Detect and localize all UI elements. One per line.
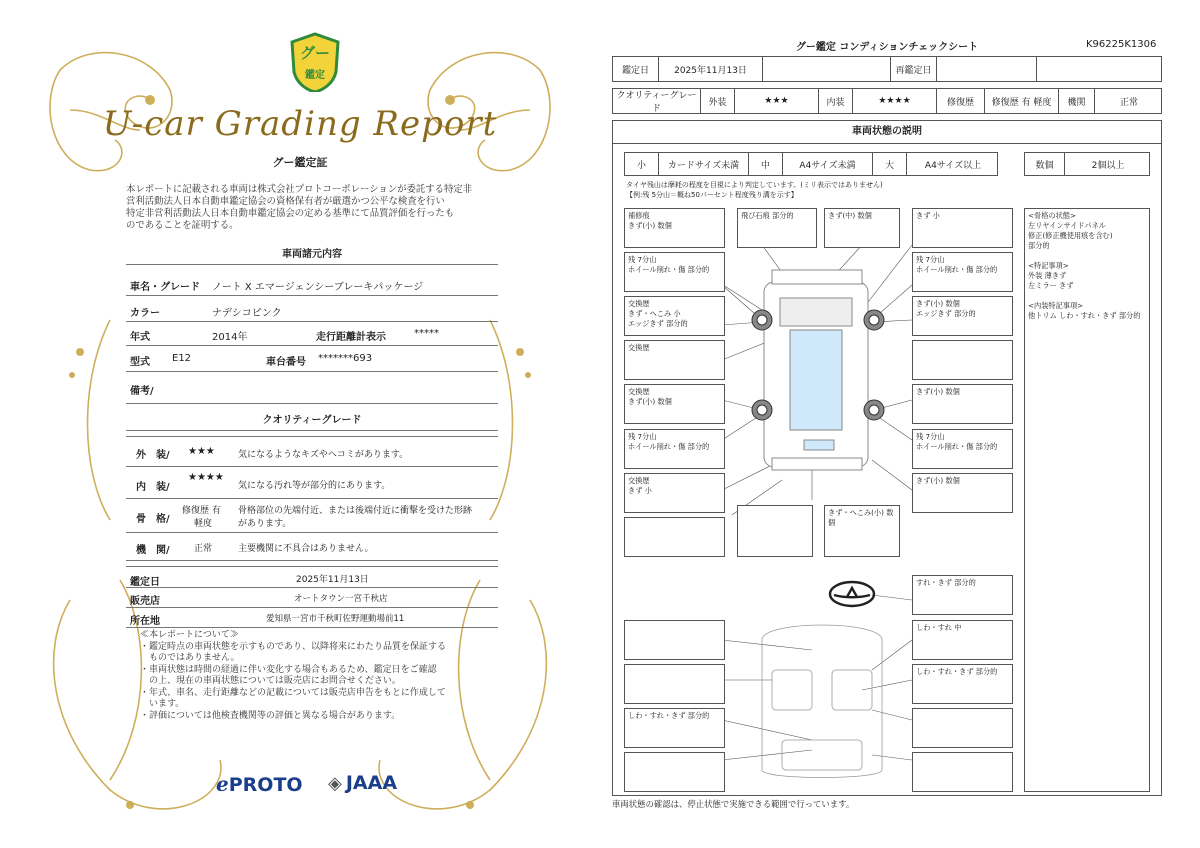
condition-note: 残 7分山 ホイール削れ・傷 部分的	[624, 252, 725, 292]
jaaa-icon: ◈	[328, 773, 342, 794]
condition-note: きず(中) 数個	[824, 208, 900, 248]
condition-note: すれ・きず 部分的	[912, 575, 1013, 615]
redate-label: 再鑑定日	[891, 57, 937, 81]
spec-section-title: 車両諸元内容	[126, 244, 498, 265]
type-row	[126, 346, 498, 372]
proto-icon: ℯ	[216, 772, 229, 796]
note-line: ・鑑定時点の車両状態を示すものであり、以降将来にわたり品質を保証する	[140, 641, 447, 652]
redate-value	[937, 57, 1037, 81]
sheet-code: K96225K1306	[1086, 39, 1157, 50]
condition-note: しわ・すれ・きず 部分的	[624, 708, 725, 748]
ext-value: ★★★	[735, 89, 819, 113]
grade-desc: 気になるようなキズやヘコミがあります。	[238, 450, 409, 460]
engine-value: 正常	[1119, 97, 1138, 108]
condition-note: 交換歴 きず 小	[624, 473, 725, 513]
condition-note: 補修痕 きず(小) 数個	[624, 208, 725, 248]
tire-note-1: タイヤ残山は摩耗の程度を目視により判定しています。(ミリ表示ではありません)	[626, 181, 883, 189]
sheet-title: グー鑑定 コンディションチェックシート	[795, 42, 979, 53]
note-line: ・評価については他検査機関等の評価と異なる場合があります。	[140, 710, 401, 721]
date-label: 鑑定日	[130, 577, 160, 588]
color-value: ナデシコピンク	[212, 308, 282, 319]
grade-label: 骨 格/	[136, 514, 170, 525]
size-small: 小	[625, 153, 659, 175]
script-title: U-car Grading Report	[102, 104, 498, 144]
grade-row-exterior	[126, 437, 498, 467]
condition-note: きず(小) 数個	[912, 473, 1013, 513]
intro-line: 営利活動法人日本自動車鑑定協会の資格保有者が厳選かつ公平な検査を行い	[126, 196, 445, 207]
condition-note-empty	[624, 517, 725, 557]
date-blank	[763, 57, 891, 81]
grade-row-interior	[126, 467, 498, 499]
date-row	[126, 566, 498, 588]
int-label: 内装	[819, 89, 853, 113]
quality-header-row	[612, 88, 1162, 114]
grade-label: 機 関/	[136, 545, 170, 556]
intro-line: 本レポートに記載される車両は株式会社プロトコーポレーションが委託する特定非	[126, 184, 473, 195]
condition-note: 残 7分山 ホイール削れ・傷 部分的	[912, 252, 1013, 292]
grade-desc-2: があります。	[238, 519, 292, 529]
type-label: 型式	[130, 357, 150, 368]
address-row	[126, 608, 498, 628]
proto-logo	[216, 772, 303, 796]
certificate-title: グー鑑定証	[272, 156, 328, 169]
condition-note: 飛び石痕 部分的	[737, 208, 817, 248]
date-value: 2025年11月13日	[659, 57, 763, 81]
condition-note: 交換歴 きず・へこみ 小 エッジきず 部分的	[624, 296, 725, 336]
mileage-value: *****	[414, 328, 439, 339]
condition-note: 残 7分山 ホイール削れ・傷 部分的	[624, 429, 725, 469]
logo-text: グー	[299, 44, 330, 62]
chassis-label: 車台番号	[266, 357, 306, 368]
section-title: 車両状態の説明	[612, 120, 1162, 144]
size-large: 大	[873, 153, 907, 175]
condition-note-empty	[737, 505, 813, 557]
size-small-desc: カードサイズ未満	[659, 153, 749, 175]
steering-wheel-icon	[830, 582, 874, 606]
model-label: 車名・グレード	[130, 282, 200, 293]
grade-value: 修復歴 有	[182, 506, 221, 516]
condition-note: 交換歴 きず(小) 数個	[624, 384, 725, 424]
shop-row	[126, 588, 498, 608]
note-line: ・車両状態は時間の経過に伴い変化する場合もあるため、鑑定日をご確認	[140, 664, 437, 675]
date-header-row	[612, 56, 1162, 82]
note-line: います。	[140, 699, 185, 709]
mileage-label: 走行距離計表示	[316, 332, 386, 343]
condition-note: きず・へこみ(小) 数個	[824, 505, 900, 557]
type-value: E12	[172, 353, 192, 364]
note-line: ものではありません。	[140, 653, 240, 663]
goo-logo	[288, 32, 342, 92]
jaaa-logo	[328, 772, 397, 794]
condition-note: きず 小	[912, 208, 1013, 248]
condition-note: きず(小) 数個	[912, 384, 1013, 424]
remarks-row	[126, 372, 498, 404]
condition-note: しわ・すれ・きず 部分的	[912, 664, 1013, 704]
condition-note-empty	[624, 664, 725, 704]
qg-label: クオリティーグレード	[613, 89, 701, 113]
color-label: カラー	[130, 308, 160, 319]
year-row	[126, 322, 498, 346]
size-large-desc: A4サイズ以上	[924, 160, 982, 171]
ext-label: 外装	[701, 89, 735, 113]
model-value: ノート X エマージェンシーブレーキパッケージ	[212, 282, 424, 293]
grade-desc: 主要機関に不具合はありません。	[238, 544, 374, 554]
date-value: 2025年11月13日	[296, 575, 369, 585]
note-line: ・年式、車名、走行距離などの記載については販売店申告をもとに作成して	[140, 687, 446, 698]
condition-note-empty	[624, 752, 725, 792]
model-row	[126, 270, 498, 296]
address-value: 愛知県一宮市千秋町佐野運動場前11	[266, 614, 405, 624]
grade-desc: 骨格部位の先端付近、または後端付近に衝撃を受けた形跡	[238, 506, 473, 516]
proto-text: PROTO	[228, 774, 303, 796]
intro-line: のであることを証明する。	[126, 220, 239, 231]
year-label: 年式	[130, 332, 150, 343]
condition-note-empty	[912, 340, 1013, 380]
grade-value-2: 軽度	[194, 519, 213, 529]
year-value: 2014年	[212, 332, 248, 343]
sheet-footer: 車両状態の確認は、停止状態で実施できる範囲で行っています。	[612, 799, 855, 809]
jaaa-text: JAAA	[345, 772, 398, 794]
grade-row-frame	[126, 499, 498, 533]
grade-label: 内 装/	[136, 482, 170, 493]
report-notes	[140, 630, 500, 722]
condition-note: きず(小) 数個 エッジきず 部分的	[912, 296, 1013, 336]
date-label: 鑑定日	[613, 57, 659, 81]
note-line: の上、現在の車両状態については販売店にお問合せください。	[140, 676, 401, 686]
size-mid: 中	[749, 153, 783, 175]
repair-label: 修復歴	[937, 89, 985, 113]
size-mid-desc: A4サイズ未満	[783, 153, 873, 175]
grade-label: 外 装/	[136, 450, 170, 461]
condition-note: しわ・すれ 中	[912, 620, 1013, 660]
logo-sub: 鑑定	[305, 70, 325, 81]
notes-title: ≪本レポートについて≫	[140, 630, 239, 640]
color-row	[126, 296, 498, 322]
grade-row-engine	[126, 533, 498, 561]
chassis-value: *******693	[318, 353, 373, 364]
condition-note-empty	[624, 620, 725, 660]
engine-label: 機関	[1059, 89, 1095, 113]
grade-value: 正常	[194, 544, 213, 554]
grade-value: ★★★	[188, 446, 215, 457]
tire-note-2: 【例:残 5分山＝概ね50パーセント程度残り溝を示す】	[626, 191, 798, 199]
intro-line: 特定非営利活動法人日本自動車鑑定協会の定める基準にて品質評価を行ったも	[126, 208, 455, 219]
shop-value: オートタウン一宮千秋店	[294, 594, 388, 604]
condition-note: 残 7分山 ホイール削れ・傷 部分的	[912, 429, 1013, 469]
side-notes: <骨格の状態> 左リヤインサイドパネル 修正(修正機使用痕を含む) 部分的 <特記事項> 外装 薄きず 左ミラー きず <内装特記事項> 他トリム しわ・すれ・きず 部分的	[1024, 208, 1150, 792]
condition-note-empty	[912, 752, 1013, 792]
count-desc: 2個以上	[1091, 160, 1125, 171]
shop-label: 販売店	[130, 596, 160, 607]
int-value: ★★★★	[853, 89, 937, 113]
count-label: 数個	[1025, 153, 1065, 175]
repair-value: 修復歴 有 軽度	[985, 89, 1059, 113]
address-label: 所在地	[130, 616, 160, 627]
grade-value: ★★★★	[188, 472, 224, 483]
remarks-label: 備考/	[130, 386, 154, 397]
condition-note-empty	[912, 708, 1013, 748]
condition-note: 交換歴	[624, 340, 725, 380]
grade-desc: 気になる汚れ等が部分的にあります。	[238, 481, 391, 491]
quality-section-title: クオリティーグレード	[126, 410, 498, 431]
size-legend	[624, 152, 998, 176]
redate-blank	[1037, 57, 1163, 81]
intro-text	[126, 184, 496, 232]
count-legend	[1024, 152, 1150, 176]
